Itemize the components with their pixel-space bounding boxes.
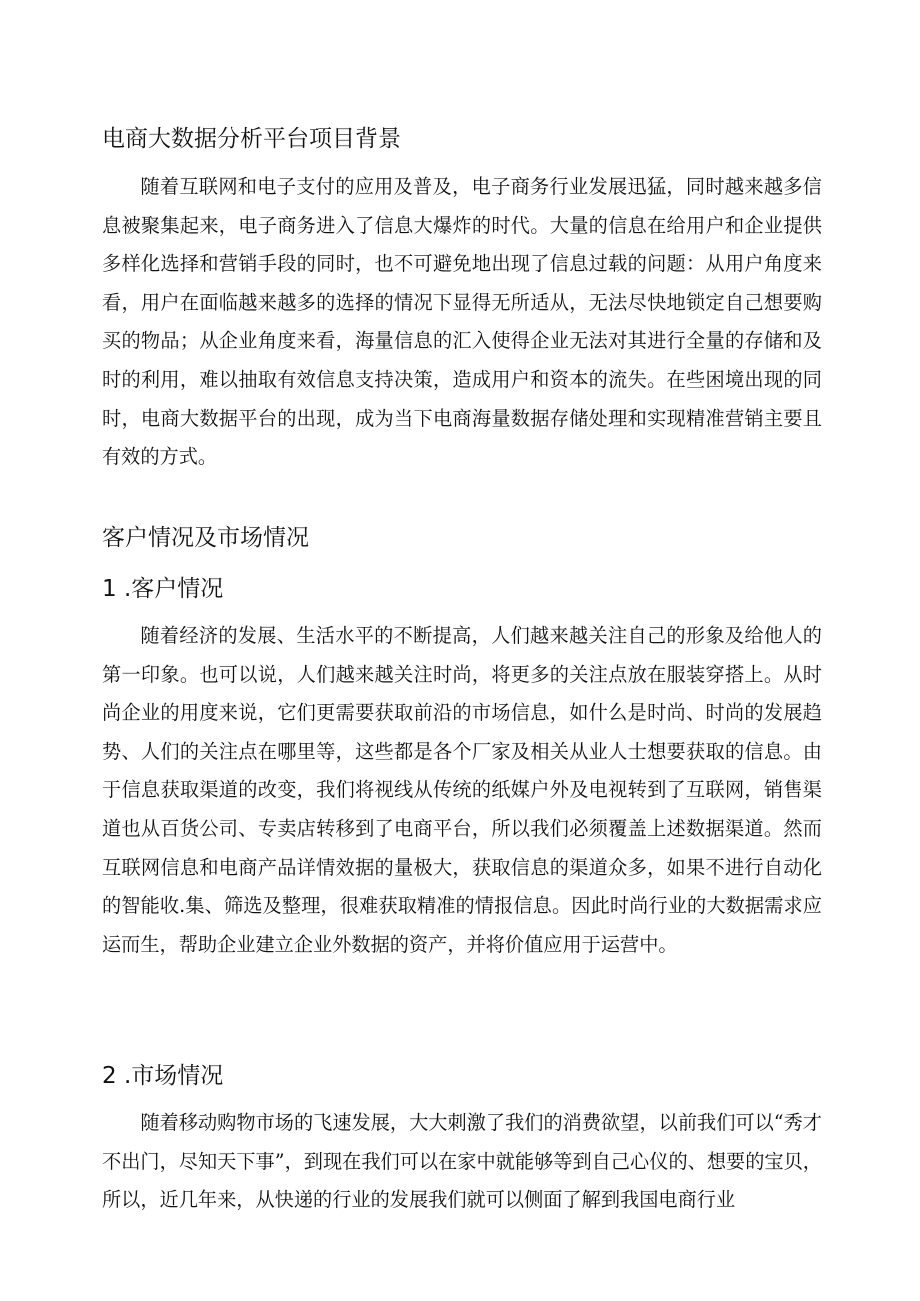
paragraph-market: 随着移动购物市场的飞速发展，大大刺激了我们的消费欲望，以前我们可以“秀才不出门，尽知天下事”，到现在我们可以在家中就能够等到自己心仪的、想要的宝贝，所以，近几年来，从快递的行业的发展我们就可以侧面了解到我国电商行业 — [102, 1111, 822, 1212]
paragraph-customers: 随着经济的发展、生活水平的不断提高，人们越来越关注自己的形象及给他人的第一印象。也可以说，人们越来越关注时尚，将更多的关注点放在服装穿搭上。从时尚企业的用度来说，它们更需要获取前沿的市场信息，如什么是时尚、时尚的发展趋势、人们的关注点在哪里等，这些都是各个厂家及相关从业人士想要获取的信息。由于信息获取渠道的改变，我们将视线从传统的纸媒户外及电视转到了互联网，销售渠道也从百货公司、专卖店转移到了电商平台，所以我们必须覆盖上述数据渠道。然而互联网信息和电商产品详情效据的量极大，获取信息的渠道众多，如果不进行自动化的智能收.集、筛选及整理，很难获取精准的情报信息。因此时尚行业的大数据需求应运而生，帮助企业建立企业外数据的资产，并将价值应用于运营中。 — [102, 624, 822, 956]
paragraph-project-background: 随着互联网和电子支付的应用及普及，电子商务行业发展迅猛，同时越来越多信息被聚集起来，电子商务进入了信息大爆炸的时代。大量的信息在给用户和企业提供多样化选择和营销手段的同时，也不可避免地出现了信息过载的问题：从用户角度来看，用户在面临越来越多的选择的情况下显得无所适从，无法尽快地锁定自己想要购买的物品；从企业角度来看，海量信息的汇入使得企业无法对其进行全量的存储和及时的利用，难以抽取有效信息支持决策，造成用户和资本的流失。在些困境出现的同时，电商大数据平台的出现，成为当下电商海量数据存储处理和实现精准营销主要且有效的方式。 — [102, 175, 822, 469]
section-heading-customers-and-market: 客户情况及市场情况 — [102, 525, 309, 551]
subsection-heading-market: 2 .市场情况 — [102, 1063, 224, 1089]
subsection-heading-customers: 1 .客户情况 — [102, 576, 224, 602]
section-heading-project-background: 电商大数据分析平台项目背景 — [102, 126, 401, 152]
